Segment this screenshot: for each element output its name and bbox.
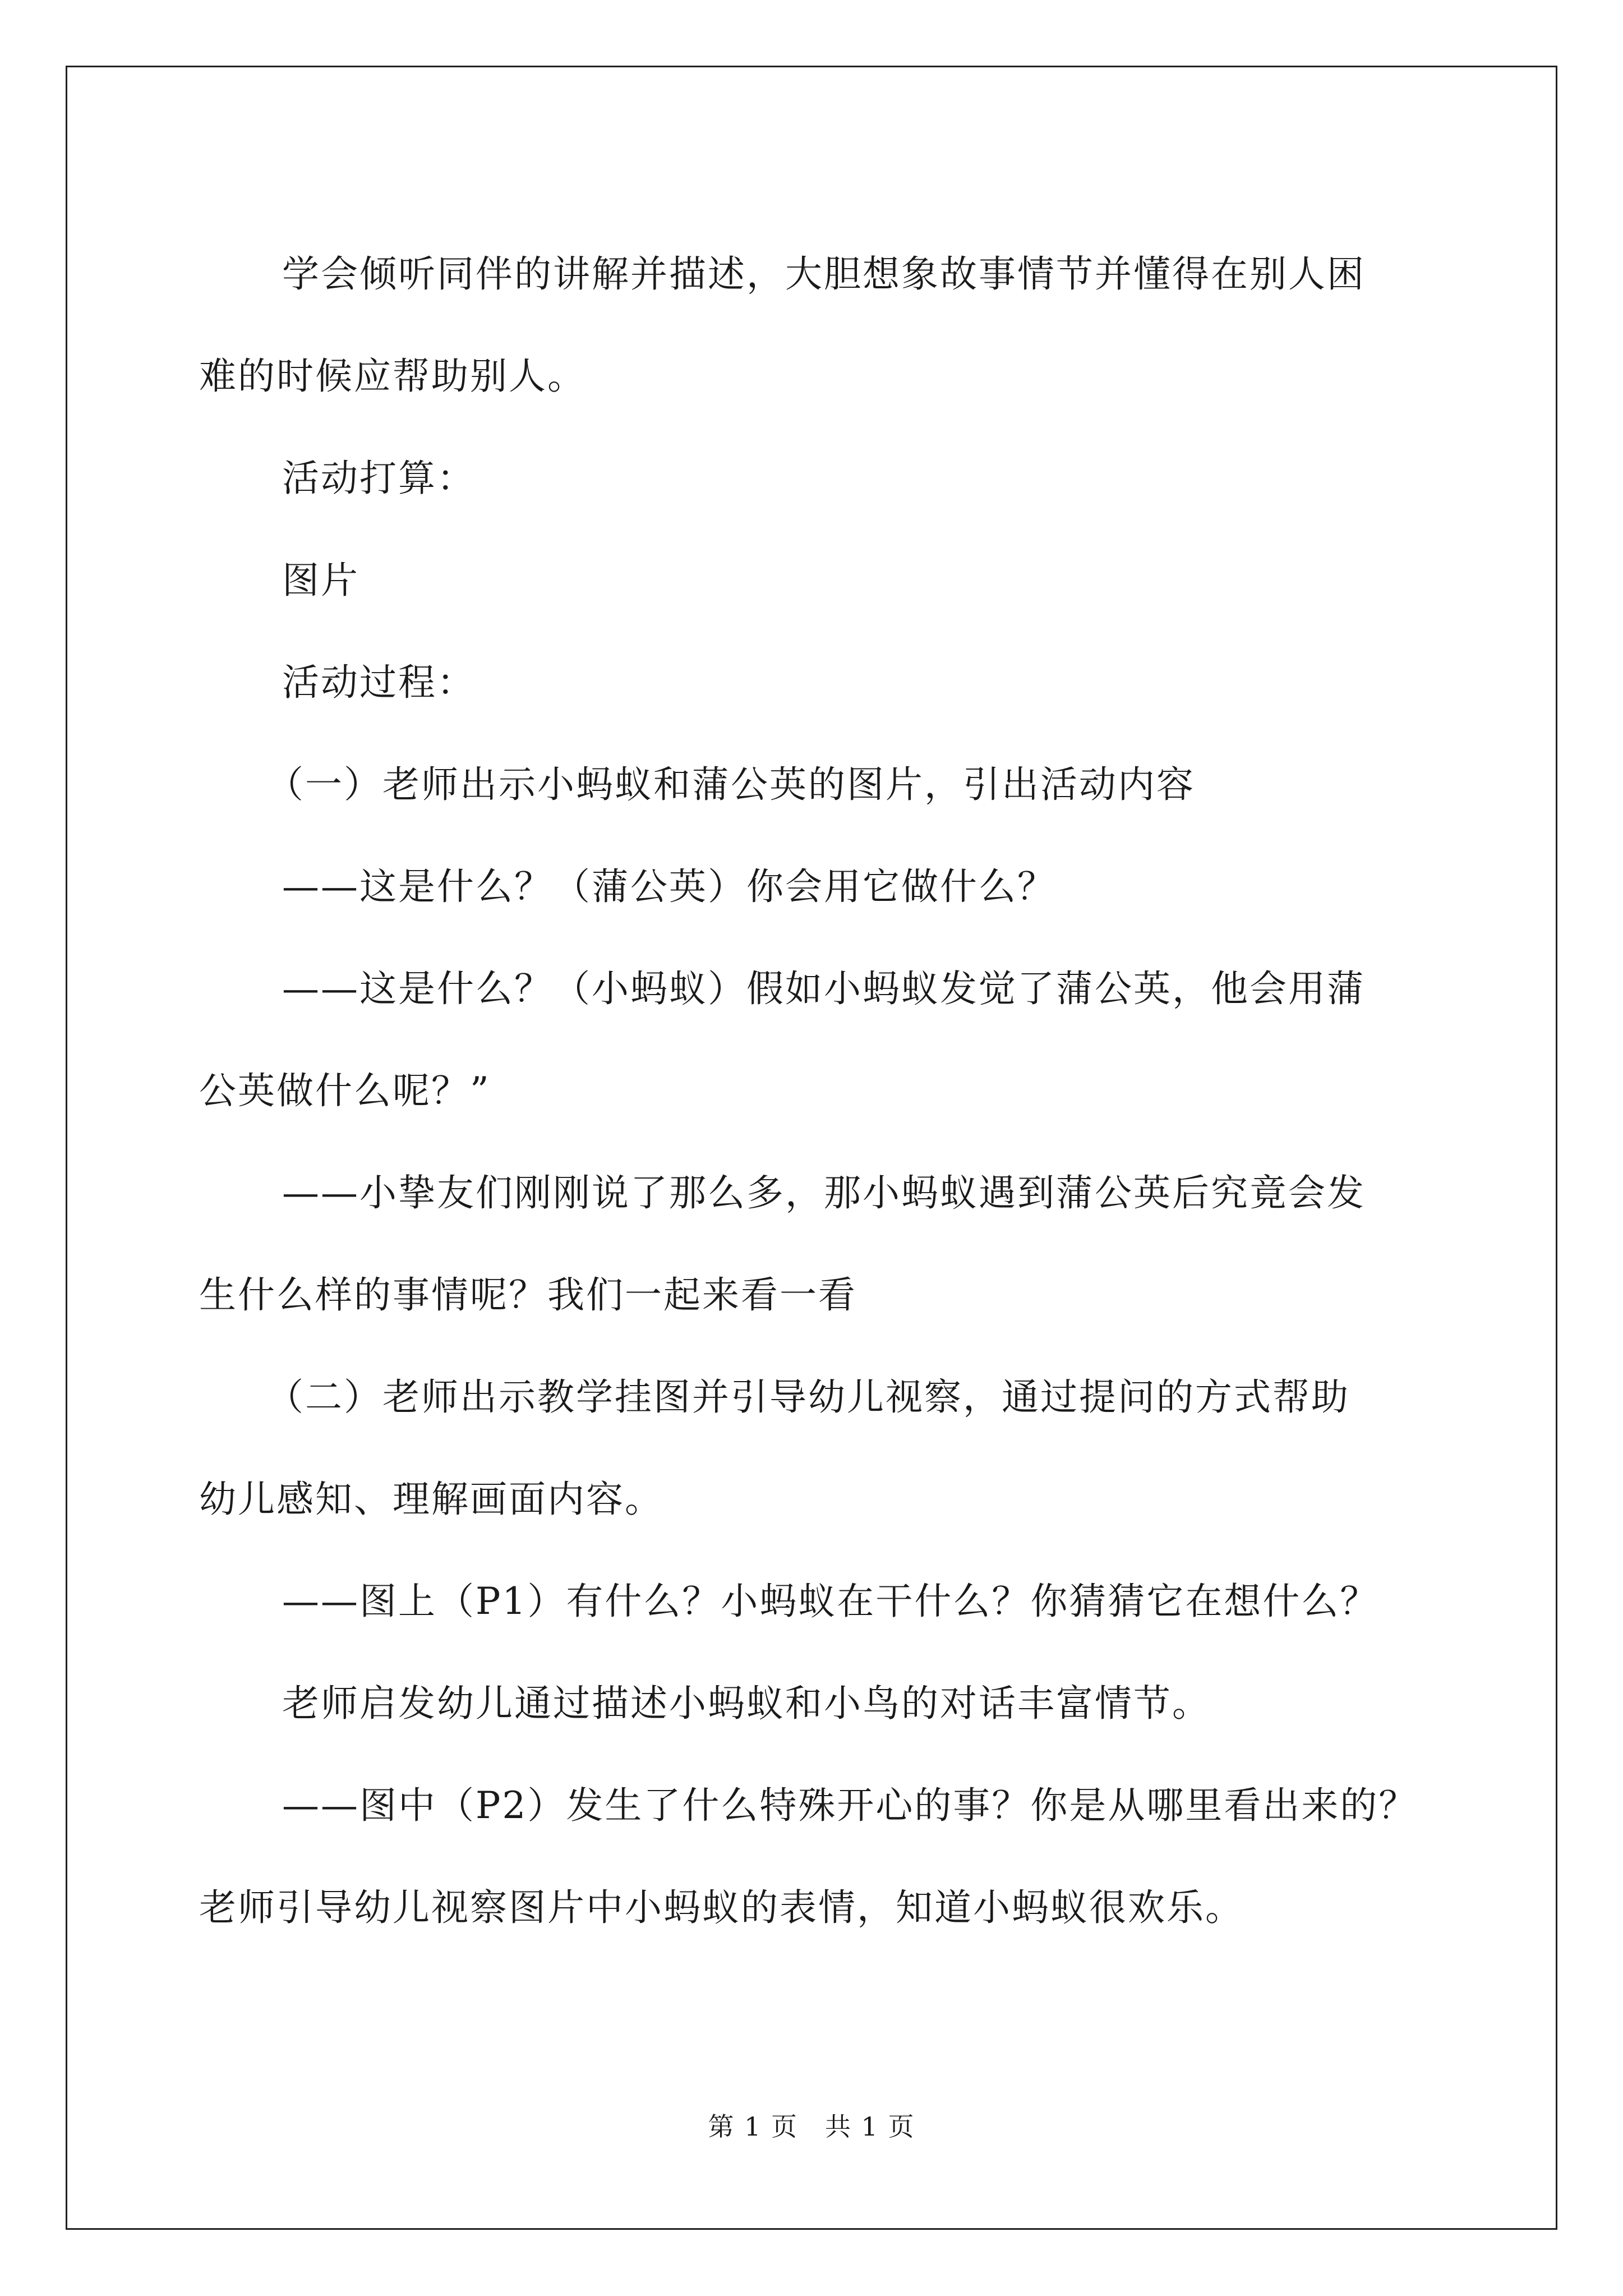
- question-p1: ——图上（P1）有什么？小蚂蚁在干什么？你猜猜它在想什么？: [282, 1580, 1379, 1623]
- page-number-footer: 第 1 页 共 1 页: [708, 2111, 915, 2142]
- question-dandelion: ——这是什么？（蒲公英）你会用它做什么？: [282, 865, 1056, 908]
- paragraph-goal-line2: 难的时候应帮助别人。: [199, 355, 586, 398]
- paragraph-materials: 图片: [282, 559, 359, 602]
- heading-activity-process: 活动过程：: [282, 661, 476, 704]
- section-two-title-line2: 幼儿感知、理解画面内容。: [199, 1478, 663, 1521]
- teacher-note-p1: 老师启发幼儿通过描述小蚂蚁和小鸟的对话丰富情节。: [282, 1682, 1211, 1725]
- section-one-title: （一）老师出示小蚂蚁和蒲公英的图片，引出活动内容: [266, 763, 1195, 806]
- paragraph-goal-line1: 学会倾听同伴的讲解并描述，大胆想象故事情节并懂得在别人困: [282, 252, 1366, 296]
- question-ant-line2: 公英做什么呢？”: [199, 1069, 491, 1112]
- question-p2: ——图中（P2）发生了什么特殊开心的事？你是从哪里看出来的？: [282, 1784, 1418, 1827]
- question-friends-line2: 生什么样的事情呢？我们一起来看一看: [199, 1273, 857, 1317]
- teacher-note-p2: 老师引导幼儿视察图片中小蚂蚁的表情，知道小蚂蚁很欢乐。: [199, 1886, 1244, 1929]
- question-friends-line1: ——小挚友们刚刚说了那么多，那小蚂蚁遇到蒲公英后究竟会发: [282, 1171, 1366, 1214]
- document-body: [199, 223, 1472, 1959]
- heading-activity-preparation: 活动打算：: [282, 457, 476, 500]
- section-two-title-line1: （二）老师出示教学挂图并引导幼儿视察，通过提问的方式帮助: [266, 1375, 1350, 1419]
- question-ant-line1: ——这是什么？（小蚂蚁）假如小蚂蚁发觉了蒲公英，他会用蒲: [282, 967, 1366, 1010]
